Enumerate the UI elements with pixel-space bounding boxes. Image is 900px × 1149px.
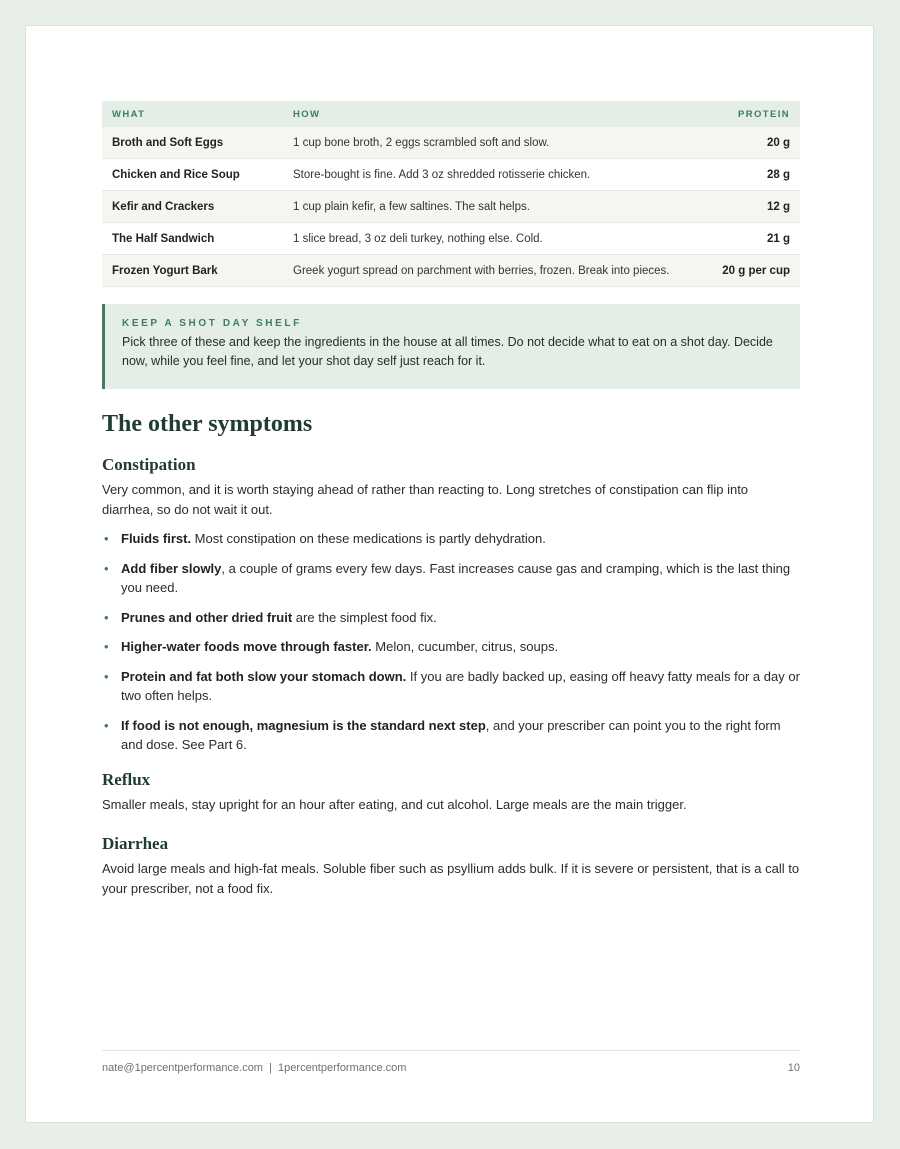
page-content	[102, 101, 800, 898]
list-item	[102, 667, 800, 706]
cell-protein: 20 g per cup	[706, 255, 800, 287]
list-item	[102, 716, 800, 755]
page-footer	[102, 1050, 800, 1074]
list-item-bold: Fluids first.	[121, 531, 192, 546]
cell-protein: 12 g	[706, 191, 800, 223]
list-item-text: If you are badly backed up, easing off heavy fatty meals for a day or two often helps.	[121, 668, 800, 703]
cell-how: 1 slice bread, 3 oz deli turkey, nothing else. Cold.	[283, 223, 706, 255]
bullet-icon: •	[104, 668, 109, 684]
header-how: HOW	[283, 101, 706, 127]
cell-how: Store-bought is fine. Add 3 oz shredded rotisserie chicken.	[283, 159, 706, 191]
cell-protein: 28 g	[706, 159, 800, 191]
footer-contact: nate@1percentperformance.com | 1percentperformance.com	[102, 1062, 407, 1074]
list-item-text: , and your prescriber can point you to the right form and dose. See Part 6.	[121, 717, 781, 752]
list-item-bold: Prunes and other dried fruit	[121, 609, 293, 625]
reflux-heading: Reflux	[102, 769, 151, 789]
list-item-bold: Higher-water foods move through faster.	[121, 639, 372, 654]
list-item	[102, 529, 800, 549]
table-row	[102, 191, 800, 223]
table-row	[102, 255, 800, 287]
callout-title: KEEP A SHOT DAY SHELF	[122, 318, 302, 329]
callout-body: Pick three of these and keep the ingredients in the house at all times. Do not decide what to eat on a shot day. Decide now, while you feel fine, and let your shot day self just reach for it.	[122, 335, 773, 368]
bullet-icon: •	[104, 609, 109, 625]
bullet-icon: •	[104, 717, 109, 733]
constipation-heading: Constipation	[102, 455, 196, 474]
header-what: WHAT	[102, 101, 283, 127]
cell-protein: 20 g	[706, 127, 800, 159]
header-protein: PROTEIN	[706, 101, 800, 127]
diarrhea-heading: Diarrhea	[102, 834, 169, 853]
bullet-icon: •	[104, 560, 109, 576]
cell-what: Chicken and Rice Soup	[102, 159, 283, 191]
cell-how: 1 cup bone broth, 2 eggs scrambled soft and slow.	[283, 127, 706, 159]
cell-how: 1 cup plain kefir, a few saltines. The salt helps.	[283, 191, 706, 223]
cell-what: Broth and Soft Eggs	[102, 127, 283, 159]
document-page	[25, 25, 874, 1123]
section-title: The other symptoms	[102, 411, 313, 437]
bullet-icon: •	[104, 639, 109, 654]
page-number: 10	[787, 1062, 800, 1074]
protein-table	[102, 101, 800, 287]
cell-how: Greek yogurt spread on parchment with berries, frozen. Break into pieces.	[283, 255, 706, 287]
cell-what: Frozen Yogurt Bark	[102, 255, 283, 287]
table-row	[102, 159, 800, 191]
constipation-intro: Very common, and it is worth staying ahead of rather than reacting to. Long stretches of constipation can flip into diarrhea, so do not wait it out.	[102, 482, 749, 517]
list-item-bold: Protein and fat both slow your stomach down.	[121, 668, 407, 684]
list-item-text: , a couple of grams every few days. Fast increases cause gas and cramping, which is the last thing you need.	[121, 560, 791, 595]
list-item-bold: If food is not enough, magnesium is the standard next step	[121, 717, 486, 733]
list-item-text: Melon, cucumber, citrus, soups.	[371, 639, 559, 654]
reflux-body: Smaller meals, stay upright for an hour after eating, and cut alcohol. Large meals are the main trigger.	[102, 796, 687, 812]
list-item-bold: Add fiber slowly	[121, 560, 222, 576]
list-item-text: are the simplest food fix.	[292, 609, 437, 625]
cell-what: Kefir and Crackers	[102, 191, 283, 223]
bullet-icon: •	[104, 531, 109, 546]
diarrhea-body: Avoid large meals and high-fat meals. Soluble fiber such as psyllium adds bulk. If it is severe or persistent, that is a call to your prescriber, not a food fix.	[102, 861, 800, 896]
cell-protein: 21 g	[706, 223, 800, 255]
table-header-row	[102, 101, 800, 127]
list-item	[102, 608, 800, 628]
cell-what: The Half Sandwich	[102, 223, 283, 255]
table-row	[102, 127, 800, 159]
list-item	[102, 559, 800, 598]
constipation-list	[102, 529, 800, 755]
table-row	[102, 223, 800, 255]
shot-day-callout	[102, 304, 800, 389]
list-item-text: Most constipation on these medications is partly dehydration.	[191, 531, 546, 546]
list-item	[102, 637, 800, 657]
